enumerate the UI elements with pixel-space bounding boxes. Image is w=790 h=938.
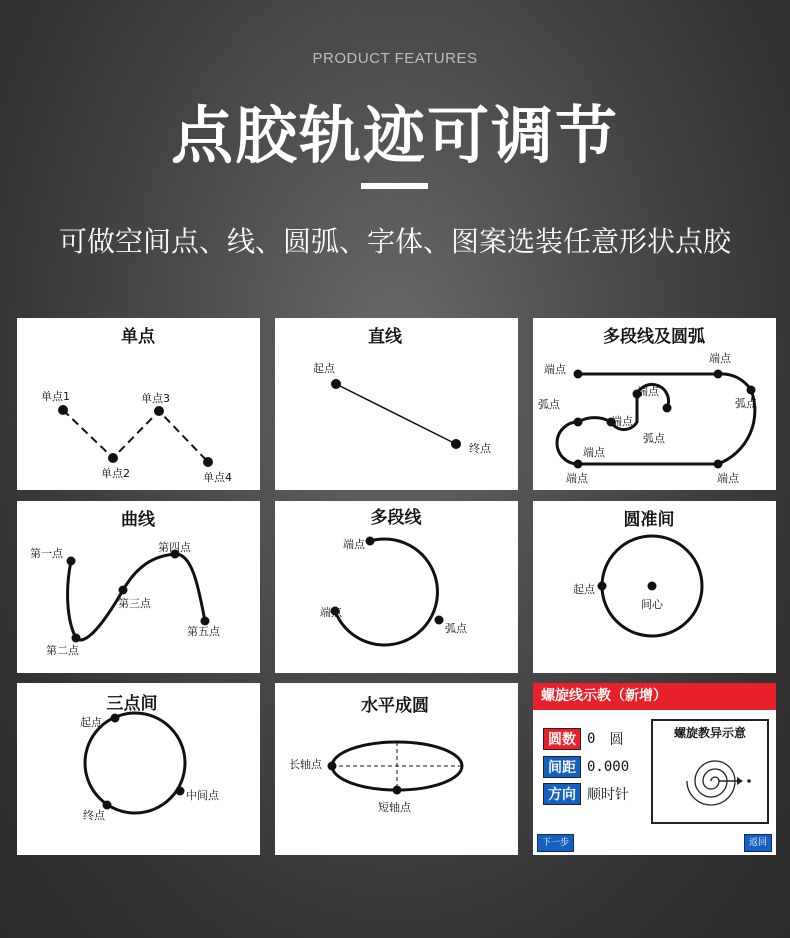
three-point-diagram bbox=[17, 683, 260, 855]
card-title: 曲线 bbox=[121, 510, 155, 530]
spacing-row bbox=[543, 756, 629, 778]
next-step-button[interactable]: 下一步 bbox=[537, 834, 574, 852]
card-title: 圆准间 bbox=[623, 510, 675, 530]
ellipse-diagram bbox=[275, 683, 518, 855]
point bbox=[435, 616, 444, 625]
single-point-diagram bbox=[17, 318, 260, 490]
point-label: 第四点 bbox=[158, 541, 191, 554]
card-title: 水平成圆 bbox=[361, 696, 429, 716]
polyline-diagram bbox=[275, 501, 518, 673]
endpoint-label: 端点 bbox=[583, 446, 605, 459]
point bbox=[747, 386, 756, 395]
endpoint-label: 端点 bbox=[343, 538, 365, 551]
card-spiral-teach bbox=[533, 683, 776, 855]
endpoint-label: 端点 bbox=[717, 472, 739, 485]
long-axis-point bbox=[328, 762, 337, 771]
arc-point-label: 弧点 bbox=[445, 622, 467, 635]
endpoint-label: 端点 bbox=[566, 472, 588, 485]
point-label: 第一点 bbox=[30, 547, 63, 560]
arc-point-label: 弧点 bbox=[538, 398, 560, 411]
spiral-icon bbox=[653, 721, 767, 822]
point bbox=[574, 460, 583, 469]
direction-row bbox=[543, 783, 629, 805]
point bbox=[714, 370, 723, 379]
endpoint-label: 端点 bbox=[637, 385, 659, 398]
card-title: 单点 bbox=[121, 327, 155, 347]
polyline-arc-diagram bbox=[533, 318, 776, 490]
point-label: 单点1 bbox=[41, 390, 70, 403]
point bbox=[67, 557, 76, 566]
point-label: 单点2 bbox=[101, 467, 130, 480]
card-polyline-arc bbox=[533, 318, 776, 490]
center-label: 间心 bbox=[641, 598, 663, 611]
card-title: 多段线及圆弧 bbox=[603, 327, 705, 347]
card-single-point bbox=[17, 318, 260, 490]
point bbox=[72, 634, 81, 643]
card-curve bbox=[17, 501, 260, 673]
point-label: 第三点 bbox=[118, 597, 151, 610]
point bbox=[574, 418, 583, 427]
spiral-diagram-panel bbox=[651, 719, 769, 824]
start-label: 起点 bbox=[80, 716, 102, 729]
title-divider bbox=[361, 183, 428, 189]
point bbox=[366, 537, 375, 546]
short-axis-label: 短轴点 bbox=[378, 801, 411, 814]
card-polyline bbox=[275, 501, 518, 673]
back-button[interactable]: 返回 bbox=[744, 834, 772, 852]
start-point bbox=[111, 714, 120, 723]
middle-point bbox=[176, 787, 185, 796]
point-label: 第二点 bbox=[46, 644, 79, 657]
point bbox=[714, 460, 723, 469]
page-description: 可做空间点、线、圆弧、字体、图案选装任意形状点胶 bbox=[58, 225, 731, 258]
diagram-title: 螺旋教异示意 bbox=[673, 726, 746, 740]
subtitle-en: PRODUCT FEATURES bbox=[312, 50, 478, 67]
start-label: 起点 bbox=[573, 583, 595, 596]
point bbox=[574, 370, 583, 379]
long-axis-label: 长轴点 bbox=[289, 758, 322, 771]
circles-row bbox=[543, 728, 623, 750]
curve-diagram bbox=[17, 501, 260, 673]
point bbox=[663, 404, 672, 413]
circle-center-diagram bbox=[533, 501, 776, 673]
spacing-value[interactable]: 0.000 bbox=[587, 759, 630, 775]
end-label: 终点 bbox=[83, 809, 105, 822]
point bbox=[119, 586, 128, 595]
card-title: 直线 bbox=[368, 327, 402, 347]
screen-title: 螺旋线示教（新增） bbox=[533, 683, 776, 710]
arc-point-label: 弧点 bbox=[735, 397, 757, 410]
circles-value[interactable]: 0 bbox=[587, 731, 596, 747]
card-circle-center bbox=[533, 501, 776, 673]
endpoint-label: 端点 bbox=[320, 606, 342, 619]
middle-label: 中间点 bbox=[186, 789, 219, 802]
center-point bbox=[648, 582, 657, 591]
arc-path bbox=[335, 539, 437, 645]
line-segment bbox=[336, 384, 456, 444]
arc-point-label: 弧点 bbox=[643, 432, 665, 445]
endpoint-label: 端点 bbox=[611, 415, 633, 428]
point-label: 单点3 bbox=[141, 392, 170, 405]
dashed-path bbox=[63, 410, 208, 462]
start-label: 起点 bbox=[313, 362, 335, 375]
point bbox=[154, 406, 164, 416]
direction-value[interactable]: 顺时针 bbox=[587, 787, 629, 803]
point bbox=[108, 453, 118, 463]
circles-unit: 圆 bbox=[609, 732, 624, 748]
line-diagram bbox=[275, 318, 518, 490]
spiral-teach-screen bbox=[533, 683, 776, 855]
page-title: 点胶轨迹可调节 bbox=[170, 99, 619, 172]
card-line bbox=[275, 318, 518, 490]
direction-key[interactable]: 方向 bbox=[543, 783, 581, 805]
start-point bbox=[598, 582, 607, 591]
circles-key[interactable]: 圆数 bbox=[543, 728, 581, 750]
endpoint-label: 端点 bbox=[544, 363, 566, 376]
card-three-point bbox=[17, 683, 260, 855]
end-point bbox=[451, 439, 461, 449]
point-label: 第五点 bbox=[187, 625, 220, 638]
card-title: 多段线 bbox=[370, 508, 422, 528]
point bbox=[58, 405, 68, 415]
point bbox=[203, 457, 213, 467]
short-axis-point bbox=[393, 786, 402, 795]
endpoint-label: 端点 bbox=[709, 352, 731, 365]
start-point bbox=[331, 379, 341, 389]
spiral-end-dot bbox=[747, 779, 751, 783]
card-title: 三点间 bbox=[106, 694, 158, 714]
spacing-key[interactable]: 间距 bbox=[543, 756, 581, 778]
point-label: 单点4 bbox=[203, 471, 232, 484]
spiral-path bbox=[687, 761, 735, 805]
end-label: 终点 bbox=[469, 442, 491, 455]
spiral-arrow-head bbox=[737, 777, 743, 785]
card-ellipse bbox=[275, 683, 518, 855]
